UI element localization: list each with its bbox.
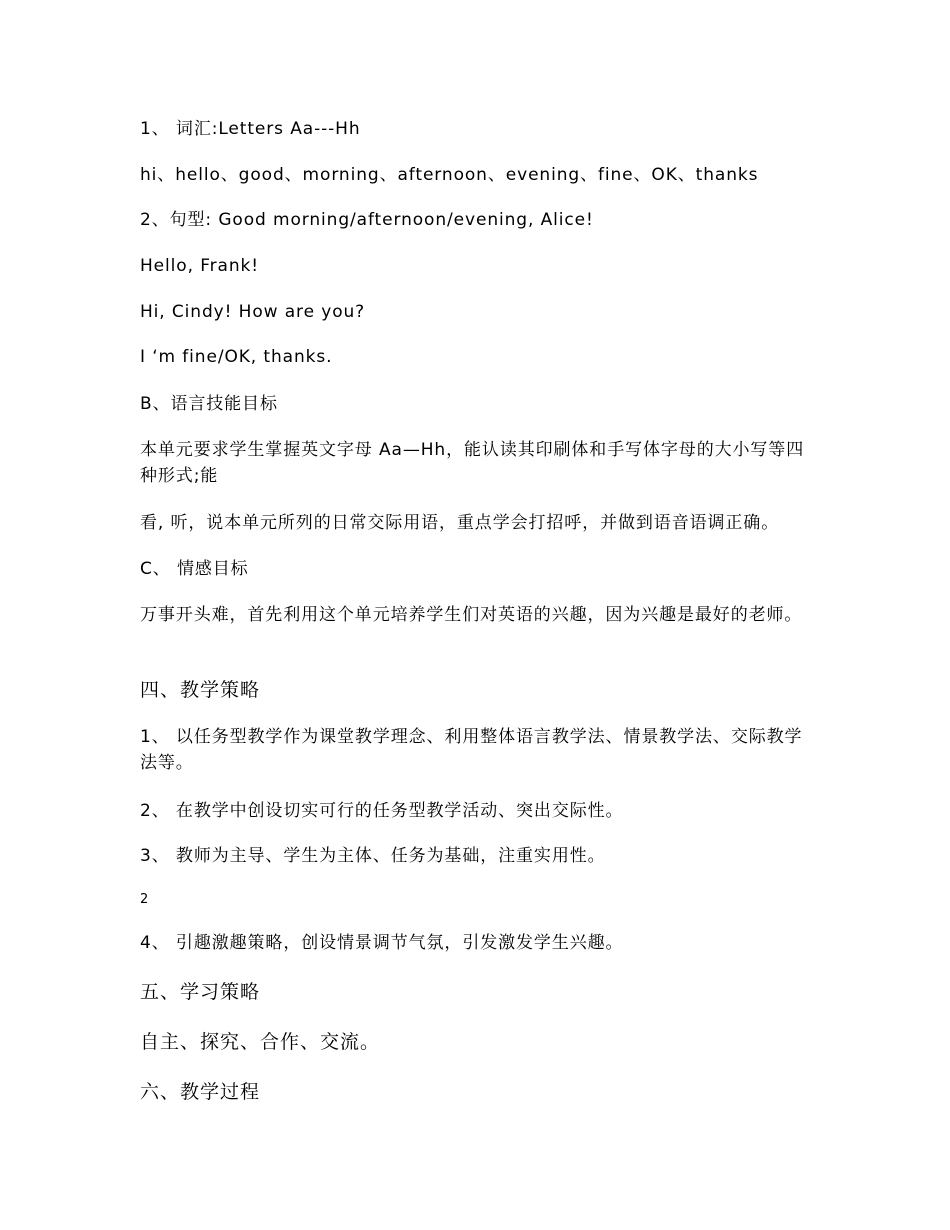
emotion-goal-heading: C、 情感目标 (140, 559, 249, 579)
teaching-strategy-item-4: 4、 引趣激趣策略，创设情景调节气氛，引发激发学生兴趣。 (140, 933, 624, 953)
teaching-strategy-item-1: 1、 以任务型教学作为课堂教学理念、利用整体语言教学法、情景教学法、交际教学法等。 (140, 727, 803, 773)
sentence-im-fine: I ‘m fine/OK, thanks. (140, 347, 333, 367)
vocab-line: 1、 词汇:Letters Aa---Hh (140, 119, 361, 139)
sentence-hello-frank: Hello, Frank! (140, 256, 259, 276)
emotion-goal-text: 万事开头难，首先利用这个单元培养学生们对英语的兴趣，因为兴趣是最好的老师。 (140, 605, 803, 625)
teaching-strategy-item-3: 3、 教师为主导、学生为主体、任务为基础，注重实用性。 (140, 846, 606, 866)
page-number: 2 (140, 892, 149, 907)
sentence-pattern-line: 2、句型: Good morning/afternoon/evening, Alice! (140, 210, 594, 230)
vocab-words-line: hi、hello、good、morning、afternoon、evening、fine、OK、thanks (140, 165, 759, 185)
teaching-strategy-heading: 四、教学策略 (140, 679, 261, 701)
language-skill-goal-text: 本单元要求学生掌握英文字母 Aa—Hh，能认读其印刷体和手写体字母的大小写等四种形式;能 (140, 440, 805, 486)
teaching-strategy-item-2: 2、 在教学中创设切实可行的任务型教学活动、突出交际性。 (140, 801, 624, 821)
language-skill-goal-text-continued: 看, 听，说本单元所列的日常交际用语，重点学会打招呼，并做到语音语调正确。 (140, 513, 780, 533)
learning-strategy-heading: 五、学习策略 (140, 981, 261, 1003)
learning-strategy-text: 自主、探究、合作、交流。 (140, 1031, 381, 1053)
language-skill-goal-heading: B、语言技能目标 (140, 394, 278, 414)
sentence-hi-cindy: Hi, Cindy! How are you? (140, 302, 366, 322)
teaching-process-heading: 六、教学过程 (140, 1081, 261, 1103)
